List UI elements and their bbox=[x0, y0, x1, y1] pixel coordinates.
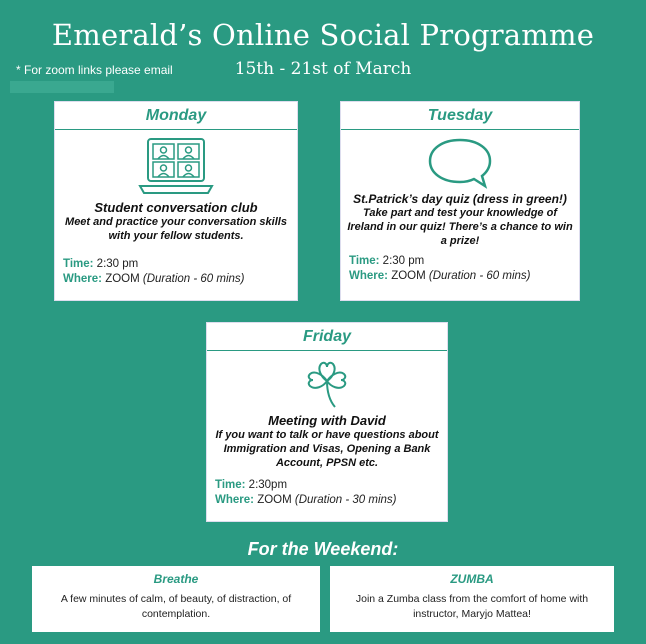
zoom-note: * For zoom links please email bbox=[16, 63, 173, 77]
tuesday-where-row bbox=[341, 269, 579, 284]
friday-card bbox=[206, 322, 448, 522]
zumba-card bbox=[330, 566, 614, 632]
time-label: Time: bbox=[215, 479, 246, 491]
where-label: Where: bbox=[63, 273, 102, 285]
zumba-desc: Join a Zumba class from the comfort of home with instructor, Maryjo Mattea! bbox=[355, 593, 589, 620]
monday-duration: (Duration - 60 mins) bbox=[142, 273, 245, 285]
tuesday-event-title: St.Patrick’s day quiz (dress in green!) bbox=[353, 192, 567, 206]
breathe-desc: A few minutes of calm, of beauty, of distraction, of contemplation. bbox=[60, 593, 292, 620]
tuesday-where: ZOOM bbox=[391, 270, 426, 282]
breathe-card bbox=[32, 566, 320, 632]
where-label: Where: bbox=[215, 494, 254, 506]
monday-heading: Monday bbox=[55, 102, 297, 130]
friday-time-row bbox=[207, 478, 447, 493]
friday-heading: Friday bbox=[207, 323, 447, 351]
redacted-email bbox=[10, 81, 114, 93]
tuesday-duration: (Duration - 60 mins) bbox=[428, 270, 531, 282]
breathe-title: Breathe bbox=[153, 572, 199, 586]
monday-card bbox=[54, 101, 298, 301]
shamrock-icon bbox=[299, 355, 355, 411]
time-label: Time: bbox=[63, 258, 94, 270]
monday-event-title: Student conversation club bbox=[94, 200, 258, 215]
tuesday-card bbox=[340, 101, 580, 301]
friday-event-desc: If you want to talk or have questions about Immigration and Visas, Opening a Bank Account, PPSN etc. bbox=[215, 429, 439, 469]
page-dates: 15th - 21st of March bbox=[234, 59, 412, 79]
tuesday-time: 2:30 pm bbox=[382, 255, 425, 267]
zumba-title: ZUMBA bbox=[450, 572, 494, 586]
monday-where: ZOOM bbox=[105, 273, 140, 285]
monday-event-desc: Meet and practice your conversation skills with your fellow students. bbox=[65, 216, 287, 242]
friday-duration: (Duration - 30 mins) bbox=[294, 494, 397, 506]
where-label: Where: bbox=[349, 270, 388, 282]
tuesday-event-desc: Take part and test your knowledge of Ireland in our quiz! There’s a chance to win a prize! bbox=[347, 207, 573, 247]
weekend-heading: For the Weekend: bbox=[247, 539, 399, 559]
page-title: Emerald’s Online Social Programme bbox=[51, 18, 595, 52]
tuesday-heading: Tuesday bbox=[341, 102, 579, 130]
monday-time: 2:30 pm bbox=[96, 258, 139, 270]
friday-where-row bbox=[207, 493, 447, 508]
time-label: Time: bbox=[349, 255, 380, 267]
video-call-icon bbox=[136, 136, 216, 198]
monday-time-row bbox=[55, 257, 297, 272]
friday-where: ZOOM bbox=[257, 494, 292, 506]
monday-where-row bbox=[55, 272, 297, 287]
friday-time: 2:30pm bbox=[248, 479, 288, 491]
speech-bubble-icon bbox=[425, 134, 495, 190]
friday-event-title: Meeting with David bbox=[268, 413, 386, 428]
tuesday-time-row bbox=[341, 254, 579, 269]
